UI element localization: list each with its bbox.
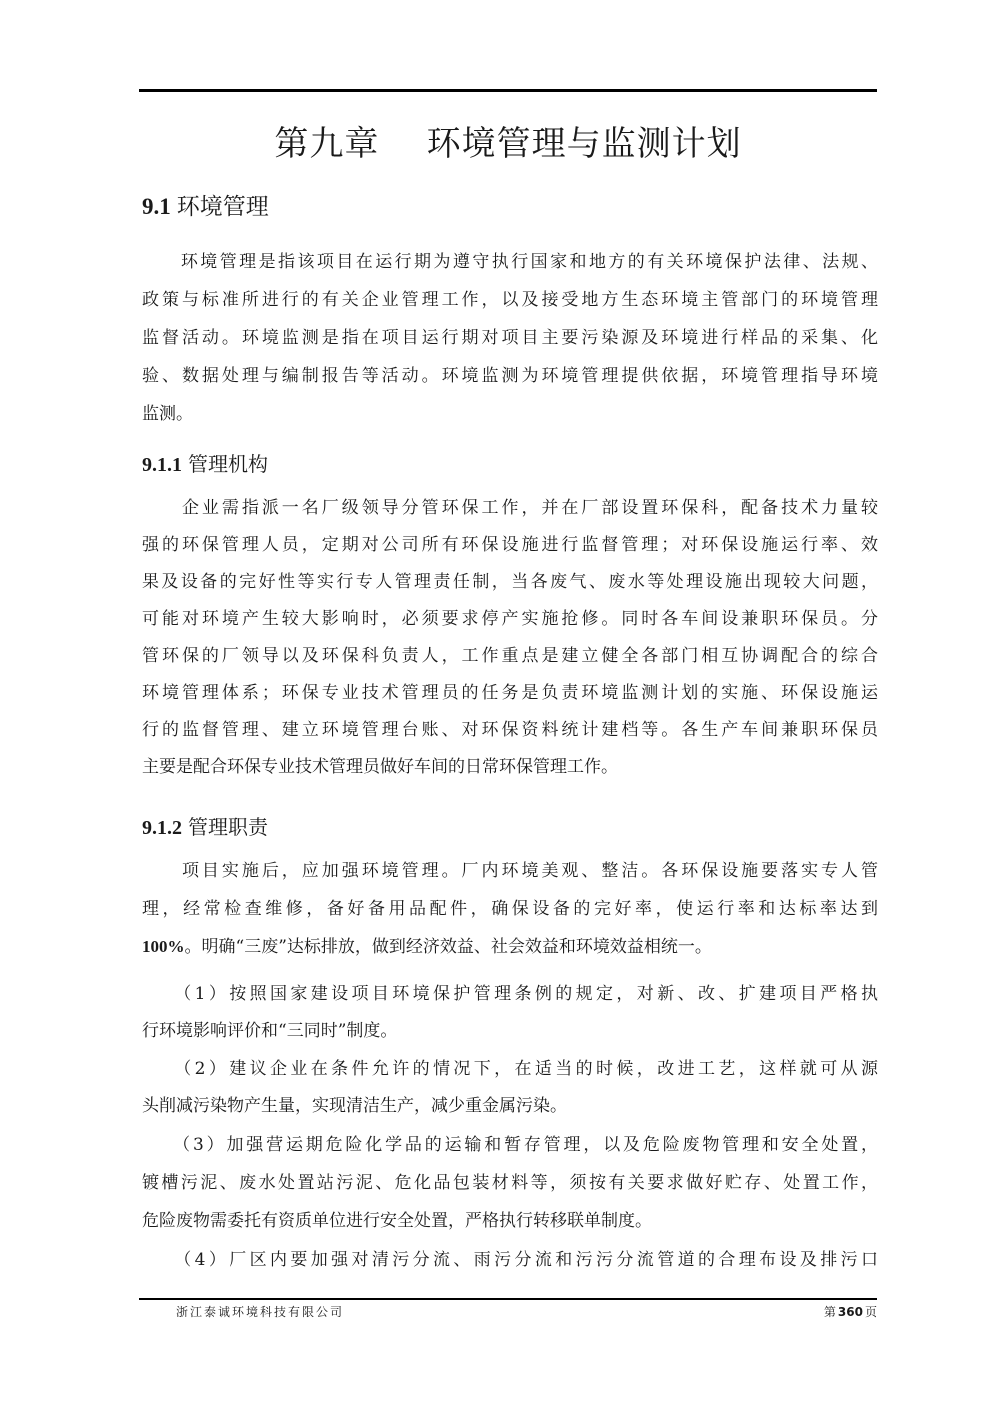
section-heading-9-1-1 xyxy=(142,449,268,480)
paragraph-line: 环境管理体系；环保专业技术管理员的任务是负责环境监测计划的实施、环保设施运 xyxy=(142,683,878,703)
paragraph-line: 主要是配合环保专业技术管理员做好车间的日常环保管理工作。 xyxy=(142,757,618,777)
page-number: 360 xyxy=(837,1305,863,1319)
bottom-rule xyxy=(139,1298,877,1300)
list-item-line: 危险废物需委托有资质单位进行安全处置，严格执行转移联单制度。 xyxy=(142,1211,652,1231)
section-number: 9.1.2 xyxy=(142,817,182,839)
section-heading-9-1-2 xyxy=(142,812,268,843)
section-title: 环境管理 xyxy=(176,194,269,220)
section-title: 管理机构 xyxy=(188,452,268,476)
list-item-line: （2）建议企业在条件允许的情况下，在适当的时候，改进工艺，这样就可从源 xyxy=(142,1059,878,1079)
list-item-line: （3）加强营运期危险化学品的运输和暂存管理，以及危险废物管理和安全处置， xyxy=(142,1135,878,1155)
page-prefix: 第 xyxy=(823,1305,836,1319)
top-rule xyxy=(139,89,877,92)
paragraph-line: 验、数据处理与编制报告等活动。环境监测为环境管理提供依据，环境管理指导环境 xyxy=(142,366,878,386)
paragraph-line: 果及设备的完好性等实行专人管理责任制，当各废气、废水等处理设施出现较大问题， xyxy=(142,572,878,592)
percent-value: 100% xyxy=(142,937,185,956)
section-title: 管理职责 xyxy=(188,815,268,839)
list-item-line: （4）厂区内要加强对清污分流、雨污分流和污污分流管道的合理布设及排污口 xyxy=(142,1250,878,1270)
page-suffix: 页 xyxy=(864,1305,877,1319)
paragraph-line: 企业需指派一名厂级领导分管环保工作，并在厂部设置环保科，配备技术力量较 xyxy=(142,498,878,518)
paragraph-line: 项目实施后，应加强环境管理。厂内环境美观、整洁。各环保设施要落实专人管 xyxy=(142,861,878,881)
list-item-line: 头削减污染物产生量，实现清洁生产，减少重金属污染。 xyxy=(142,1096,567,1116)
paragraph-line: 监督活动。环境监测是指在项目运行期对项目主要污染源及环境进行样品的采集、化 xyxy=(142,328,878,348)
footer-page-number xyxy=(777,1303,877,1321)
chapter-title: 第九章 环境管理与监测计划 xyxy=(274,124,742,164)
list-item-line: 行环境影响评价和“三同时”制度。 xyxy=(142,1021,398,1041)
paragraph-line: 可能对环境产生较大影响时，必须要求停产实施抢修。同时各车间设兼职环保员。分 xyxy=(142,609,878,629)
section-number: 9.1.1 xyxy=(142,454,182,476)
line-text: 。明确“三废”达标排放，做到经济效益、社会效益和环境效益相统一。 xyxy=(184,937,712,957)
paragraph-line: 强的环保管理人员，定期对公司所有环保设施进行监督管理；对环保设施运行率、效 xyxy=(142,535,878,555)
paragraph-line: 政策与标准所进行的有关企业管理工作，以及接受地方生态环境主管部门的环境管理 xyxy=(142,290,878,310)
section-heading-9-1 xyxy=(142,190,269,224)
list-item-line: 镀槽污泥、废水处置站污泥、危化品包装材料等，须按有关要求做好贮存、处置工作， xyxy=(142,1173,878,1193)
paragraph-line: 管环保的厂领导以及环保科负责人，工作重点是建立健全各部门相互协调配合的综合 xyxy=(142,646,878,666)
paragraph-line: 监测。 xyxy=(142,404,193,424)
footer-company: 浙江泰诚环境科技有限公司 xyxy=(176,1305,345,1319)
section-number: 9.1 xyxy=(142,194,171,219)
paragraph-line: 环境管理是指该项目在运行期为遵守执行国家和地方的有关环境保护法律、法规、 xyxy=(142,252,878,272)
paragraph-line: 理，经常检查维修，备好备用品配件，确保设备的完好率，使运行率和达标率达到 xyxy=(142,899,878,919)
paragraph-line: 行的监督管理、建立环境管理台账、对环保资料统计建档等。各生产车间兼职环保员 xyxy=(142,720,878,740)
list-item-line: （1）按照国家建设项目环境保护管理条例的规定，对新、改、扩建项目严格执 xyxy=(142,984,878,1004)
paragraph-line xyxy=(142,934,878,960)
